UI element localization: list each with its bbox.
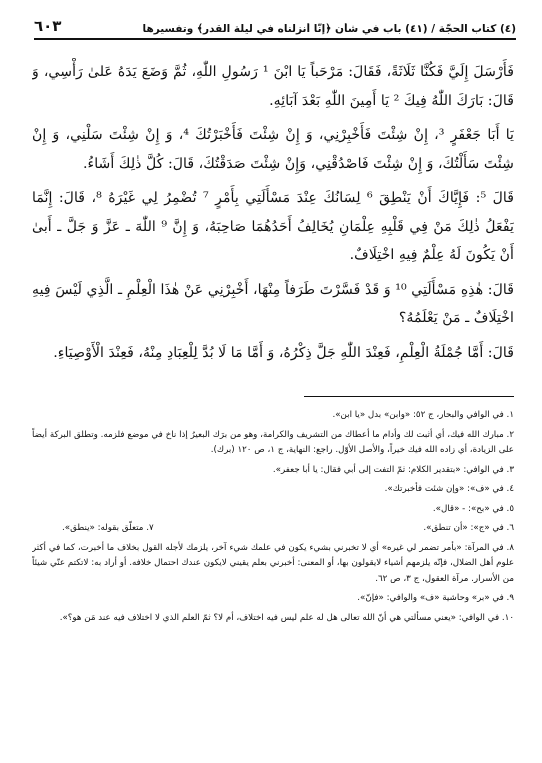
footnote-5: ٥. في «بح»: - «قال». bbox=[432, 503, 514, 514]
footnote-9: ٩. في «بر» وحاشية «ف» والوافي: «فإنّ». bbox=[357, 593, 514, 603]
paragraph-3: قَالَ ⁵: فَإِيَّاكَ أَنْ يَنْطِقَ ⁶ لِسَانُكَ عِنْدَ مَسْأَلَتِي بِأَمْرٍ ⁷ تُضْمِرُ لِي غَيْرَهُ ⁸، قَالَ: إِنَّمَا يَفْعَلُ ذٰلِكَ مَنْ فِي قَلْبِهِ عِلْمَانِ يُخَالِفُ أَحَدُهُمَا صَاحِبَهُ، وَ إِنَّ ⁹ اللّٰهَ ـ عَزَّ وَ جَلَّ ـ أَبىٰ أَنْ يَكُونَ لَهُ عِلْمٌ فِيهِ اخْتِلَافٌ. bbox=[32, 190, 514, 263]
paragraph-2: يَا أَبَا جَعْفَرٍ ³، إِنْ شِئْتَ فَأَخْبِرْنِي، وَ إِنْ شِئْتَ فَأَخْبَرْتُكَ ⁴، وَ إِنْ شِئْتَ سَلْنِي، وَ إِنْ شِئْتَ سَأَلْتُكَ، وَ إِنْ شِئْتَ فَاصْدُقْنِي، وَإِنْ شِئْتَ صَدَقْتُكَ، قَالَ: كُلَّ ذٰلِكَ أَشَاءُ. bbox=[32, 127, 514, 172]
footnote-4: ٤. في «ف»: «وإن شئت فأخبرتك». bbox=[384, 484, 514, 494]
paragraph-1: فَأَرْسَلَ إِلَيَّ فَكُنَّا ثَلَاثَةً، فَقَالَ: مَرْحَباً يَا ابْنَ ¹ رَسُولِ اللّٰهِ، ثُمَّ وَضَعَ يَدَهُ عَلىٰ رَأْسِي، وَ قَالَ: بَارَكَ اللّٰهُ فِيكَ ² يَا أَمِينَ اللّٰهِ بَعْدَ آبَائِهِ. bbox=[32, 64, 514, 109]
page-header bbox=[34, 10, 516, 40]
paragraph-5: قَالَ: أَمَّا جُمْلَةُ الْعِلْمِ، فَعِنْدَ اللّٰهِ جَلَّ ذِكْرُهُ، وَ أَمَّا مَا لَا بُدَّ لِلْعِبَادِ مِنْهُ، فَعِنْدَ الْأَوْصِيَاءِ. bbox=[53, 344, 514, 361]
footnote-row-6-7 bbox=[32, 521, 514, 537]
footnote-2: ٢. مبارك الله فيك، أي أثبت لك وأدام ما أعطاك من التشريف والكرامة، وهو من برَك البعيرُ إذا ناخ في موضع فلزمه. وتطلق البركة أيضاً على الزيادة، أي زاده الله فيك خيراً، والأصل الأوّل. راجع: النهاية، ج ١، ص ١٢٠ (برك). bbox=[32, 429, 514, 455]
main-text bbox=[32, 58, 514, 372]
footnote-separator bbox=[304, 396, 514, 397]
running-head: (٤) كتاب الحجّة / (٤١) باب في شأن ﴿إنّا أنزلناه في ليلة القدر﴾ وتفسيرها bbox=[142, 23, 516, 35]
footnote-7: ٧. متعلّق بقوله: «ينطق». bbox=[62, 523, 154, 533]
footnotes bbox=[32, 408, 514, 745]
footnote-6: ٦. في «ج»: «أن تنطق». bbox=[423, 523, 514, 533]
paragraph-4: قَالَ: هٰذِهِ مَسْأَلَتِي ¹⁰ وَ قَدْ فَسَّرْتَ طَرَفاً مِنْهَا، أَخْبِرْنِي عَنْ هٰذَا الْعِلْمِ ـ الَّذِي لَيْسَ فِيهِ اخْتِلَافٌ ـ مَنْ يَعْلَمُهُ؟ bbox=[32, 281, 514, 326]
footnote-3: ٣. في الوافي: «بتقدير الكلام: ثمّ التفت إلى أبي فقال: يا أبا جعفر». bbox=[272, 464, 514, 475]
footnote-10: ١٠. في الوافي: «يعني مسألتي هي أنّ الله تعالى هل له علم ليس فيه اختلاف، أم لا؟ ثمّ العلم الذي لا اختلاف فيه عند مَن هو؟». bbox=[59, 612, 514, 623]
page-number: ٦٠٣ bbox=[34, 17, 62, 35]
footnote-8: ٨. في المرآة: «بأمر تضمر لي غيره» أي لا تخبرني بشيء يكون في علمك شيء آخر، يلزمك لأجله القول بخلاف ما أخبرت، كما في أكثر علوم أهل الضلال، فإنّه يلزمهم أشياء لايقولون بها، أو المعنى: أخبرني بعلم يقيني لايكون عندك احتمال خلافه. أو أراد به: لاتكتم عنّي شيئاً من الأسرار. مرآة العقول، ج ٣، ص ٦٢. bbox=[32, 542, 514, 584]
footnote-1: ١. في الوافي والبحار، ج ٥٢: «وابن» بدل «يا ابن». bbox=[332, 410, 514, 420]
